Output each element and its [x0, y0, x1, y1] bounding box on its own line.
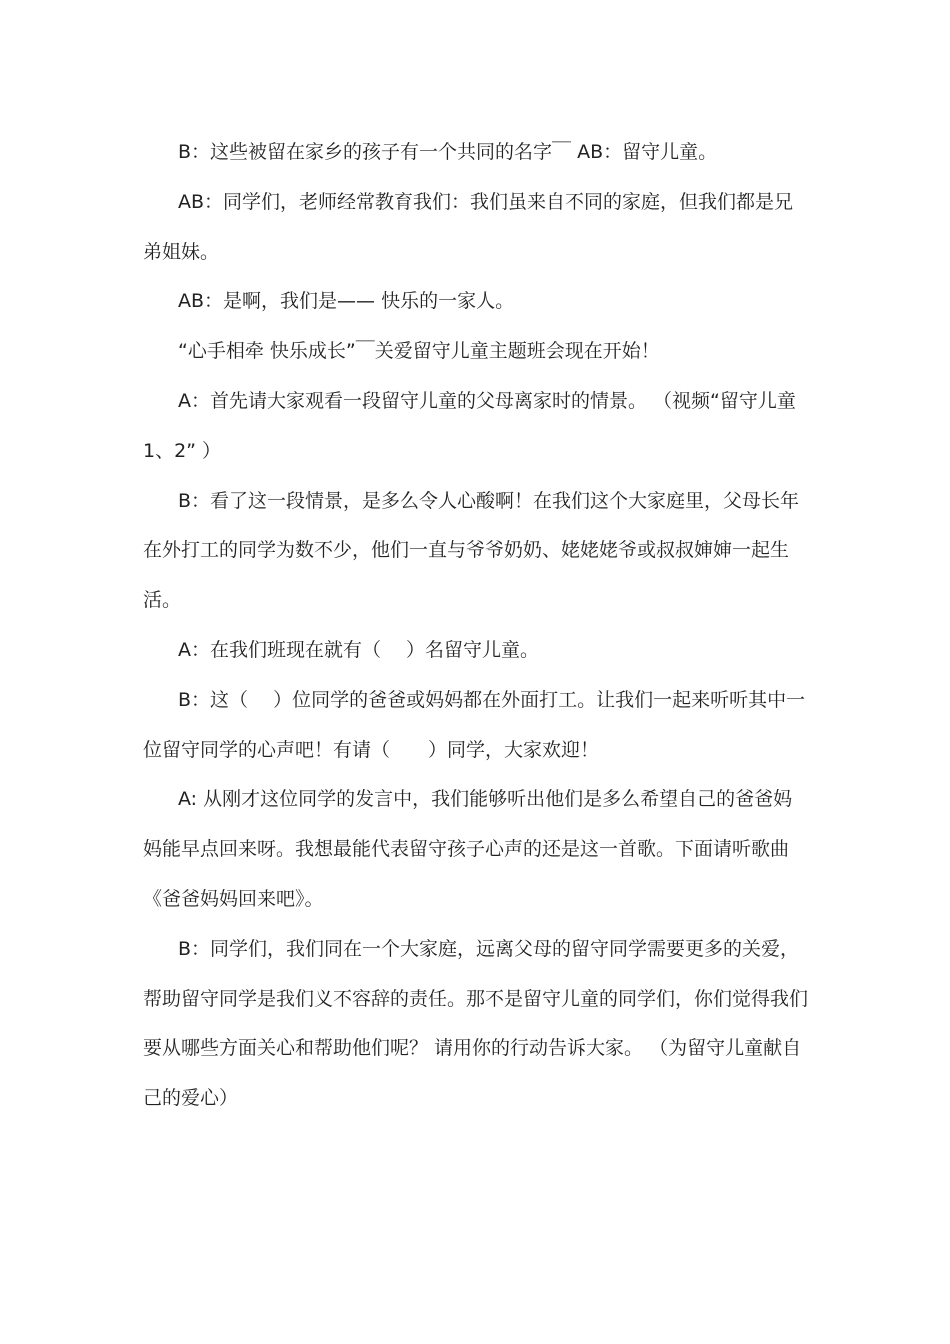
paragraph-8: B：这（ ）位同学的爸爸或妈妈都在外面打工。让我们一起来听听其中一位留守同学的心声吧！有请（ ）同学，大家欢迎！ — [143, 688, 806, 761]
paragraph-9: A: 从刚才这位同学的发言中，我们能够听出他们是多么希望自己的爸爸妈妈能早点回来呀。我想最能代表留守孩子心声的还是这一首歌。下面请听歌曲《爸爸妈妈回来吧》。 — [143, 788, 793, 910]
paragraph-10: B：同学们，我们同在一个大家庭，远离父母的留守同学需要更多的关爱，帮助留守同学是我们义不容辞的责任。那不是留守儿童的同学们，你们觉得我们要从哪些方面关心和帮助他们呢？ 请用你的行动告诉大家。 （为留守儿童献自己的爱心） — [143, 937, 809, 1110]
document-body — [143, 128, 809, 1124]
paragraph-6: B：看了这一段情景，是多么令人心酸啊！在我们这个大家庭里，父母长年在外打工的同学为数不少，他们一直与爷爷奶奶、姥姥姥爷或叔叔婶婶一起生活。 — [143, 489, 800, 612]
paragraph-7: A：在我们班现在就有（ ）名留守儿童。 — [178, 638, 540, 661]
paragraph-3: AB：是啊，我们是—— 快乐的一家人。 — [178, 290, 515, 313]
paragraph-2: AB：同学们，老师经常教育我们：我们虽来自不同的家庭，但我们都是兄弟姐妹。 — [143, 190, 794, 263]
paragraph-5: A：首先请大家观看一段留守儿童的父母离家时的情景。 （视频“留守儿童1、2” ） — [143, 389, 796, 462]
paragraph-4: “心手相牵 快乐成长”￣关爱留守儿童主题班会现在开始！ — [178, 340, 660, 363]
paragraph-1: B：这些被留在家乡的孩子有一个共同的名字￣ AB：留守儿童。 — [178, 141, 718, 163]
